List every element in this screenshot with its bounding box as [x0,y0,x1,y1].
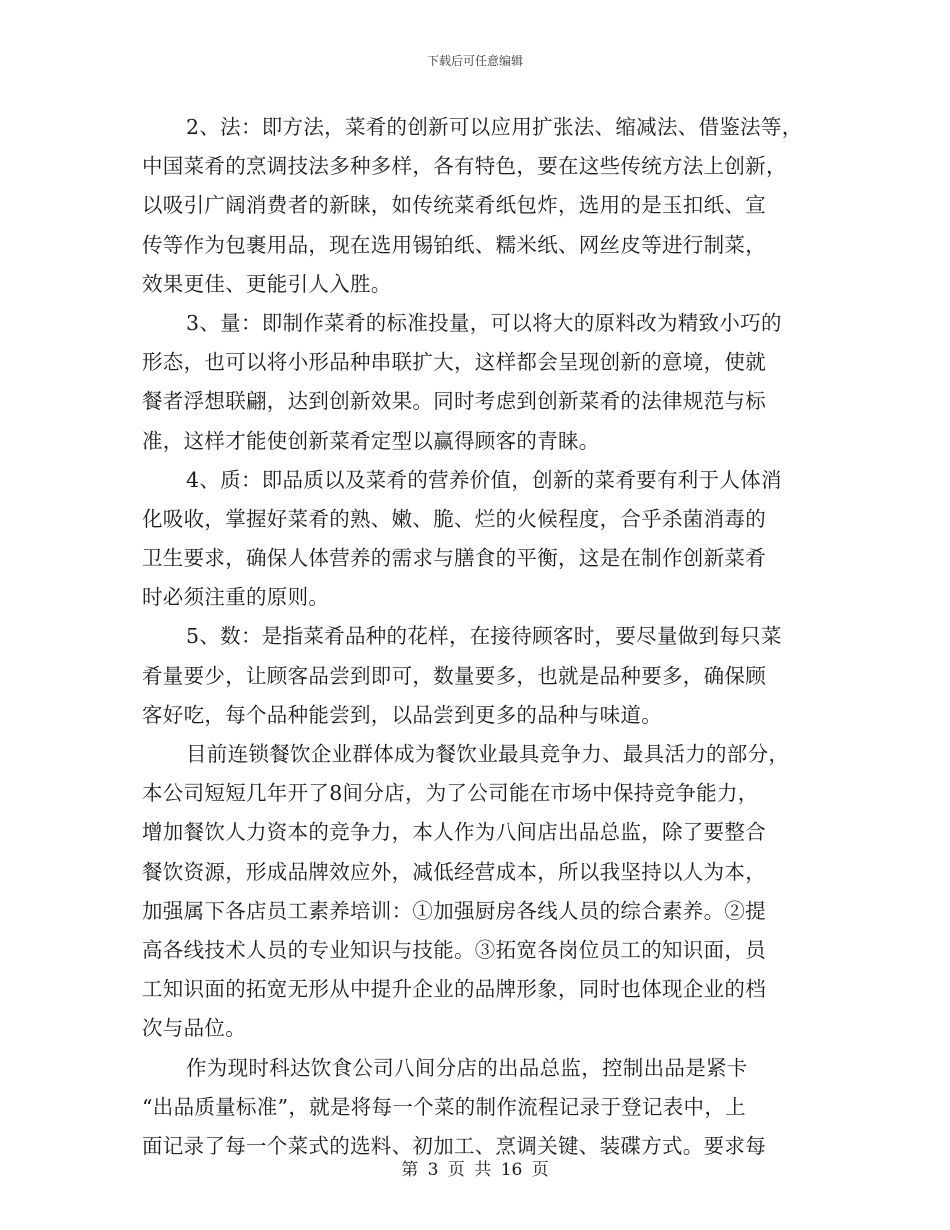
paragraph-line: 准，这样才能使创新菜肴定型以赢得顾客的青睐。 [142,428,600,453]
paragraph-line: 工知识面的拓宽无形从中提升企业的品牌形象，同时也体现企业的档 [142,977,766,1002]
paragraph-line: 餐饮资源，形成品牌效应外，减低经营成本，所以我坚持以人为本， [142,859,766,884]
document-body [142,108,802,1166]
paragraph-first-line: 目前连锁餐饮企业群体成为餐饮业最具竞争力、最具活力的部分， [186,742,790,766]
paragraph-line: “出品质量标准”，就是将每一个菜的制作流程记录于登记表中，上 [142,1094,746,1119]
paragraph-line: 化吸收，掌握好菜肴的熟、嫩、脆、烂的火候程度，合乎杀菌消毒的 [142,506,766,531]
paragraph-first-line: 5、数：是指菜肴品种的花样，在接待顾客时，要尽量做到每只菜 [186,624,782,649]
paragraph-line: 效果更佳、更能引人入胜。 [142,271,392,296]
paragraph-line: 高各线技术人员的专业知识与技能。③拓宽各岗位员工的知识面，员 [142,937,766,962]
paragraph-first-line: 4、质：即品质以及菜肴的营养价值，创新的菜肴要有利于人体消 [186,467,782,492]
paragraph-line: 次与品位。 [142,1016,246,1041]
paragraph-line: 中国菜肴的烹调技法多种多样，各有特色，要在这些传统方法上创新， [142,154,787,179]
paragraph-line: 增加餐饮人力资本的竞争力，本人作为八间店出品总监，除了要整合 [142,820,766,845]
page-footer: 第 3 页 共 16 页 [401,1160,549,1180]
paragraph-line: 时必须注重的原则。 [142,585,330,610]
paragraph-first-line: 2、法：即方法，菜肴的创新可以应用扩张法、缩减法、借鉴法等， [186,115,803,139]
paragraph-line: 面记录了每一个菜式的选料、初加工、烹调关键、装碟方式。要求每 [142,1133,766,1158]
paragraph-line: 客好吃，每个品种能尝到，以品尝到更多的品种与味道。 [142,702,662,727]
paragraph-line: 传等作为包裹用品，现在选用锡铂纸、糯米纸、网丝皮等进行制菜， [142,232,766,257]
paragraph-line: 形态，也可以将小形品种串联扩大，这样都会呈现创新的意境，使就 [142,350,766,375]
page-header: 下载后可任意编辑 [426,54,523,68]
paragraph-line: 本公司短短几年开了8间分店，为了公司能在市场中保持竞争能力， [142,781,759,806]
paragraph-first-line: 作为现时科达饮食公司八间分店的出品总监，控制出品是紧卡 [186,1055,748,1080]
paragraph-line: 卫生要求，确保人体营养的需求与膳食的平衡，这是在制作创新菜肴 [142,546,766,571]
paragraph-line: 肴量要少，让顾客品尝到即可，数量要多，也就是品种要多，确保顾 [142,663,766,688]
paragraph-first-line: 3、量：即制作菜肴的标准投量，可以将大的原料改为精致小巧的 [186,310,782,335]
paragraph-line: 餐者浮想联翩，达到创新效果。同时考虑到创新菜肴的法律规范与标 [142,389,766,414]
paragraph-line: 以吸引广阔消费者的新睐，如传统菜肴纸包炸，选用的是玉扣纸、宣 [142,193,766,218]
paragraph-line: 加强属下各店员工素养培训：①加强厨房各线人员的综合素养。②提 [142,898,766,923]
